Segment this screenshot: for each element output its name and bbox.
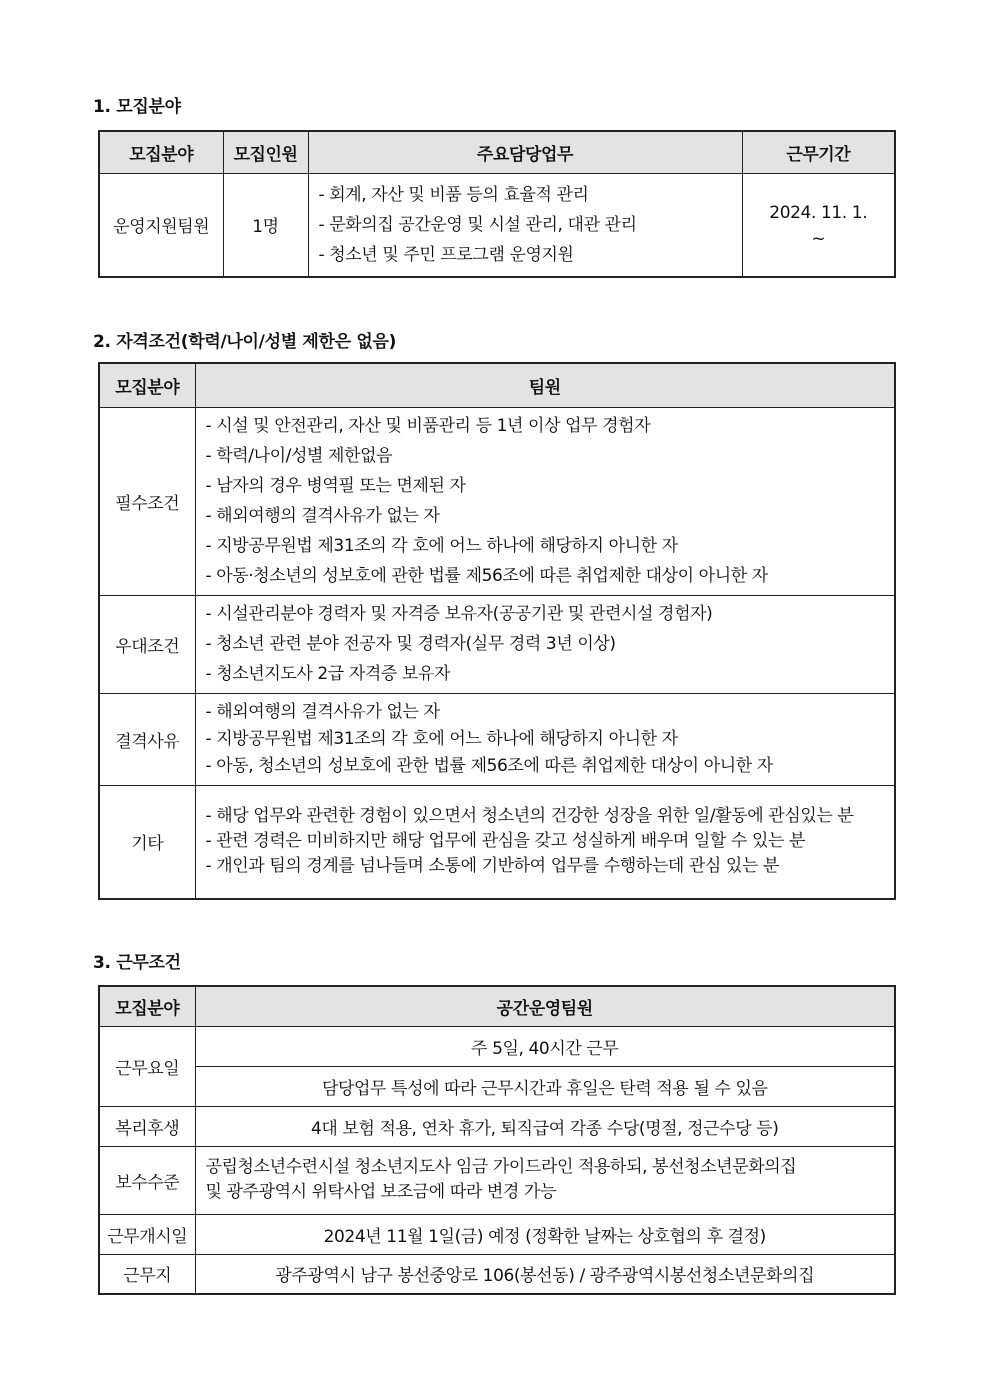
list-item: - 해외여행의 결격사유가 없는 자 — [206, 501, 889, 531]
list-item: - 학력/나이/성별 제한없음 — [206, 441, 889, 471]
salary-cell — [195, 1146, 895, 1214]
count-value: 1명 — [223, 173, 308, 277]
duty-item: - 회계, 자산 및 비품 등의 효율적 관리 — [319, 180, 736, 210]
salary-line: 및 광주광역시 위탁사업 보조금에 따라 변경 가능 — [205, 1182, 556, 1202]
salary-line: 공립청소년수련시설 청소년지도사 임금 가이드라인 적용하되, 봉선청소년문화의집 — [205, 1157, 797, 1177]
section1-title: 1. 모집분야 — [93, 97, 181, 117]
work-days-label: 근무요일 — [99, 1026, 195, 1106]
header-duties: 주요담당업무 — [308, 131, 742, 173]
start-date-value: 2024년 11월 1일(금) 예정 (정확한 날짜는 상호협의 후 결정) — [195, 1214, 895, 1254]
list-item: - 청소년지도사 2급 자격증 보유자 — [206, 659, 889, 689]
work-days-line1: 주 5일, 40시간 근무 — [195, 1026, 895, 1066]
list-item: - 개인과 팀의 경계를 넘나들며 소통에 기반하여 업무를 수행하는데 관심 있는 분 — [206, 854, 889, 879]
work-conditions-table — [98, 985, 896, 1295]
disqualification-cell — [195, 693, 895, 785]
list-item: - 남자의 경우 병역필 또는 면제된 자 — [206, 471, 889, 501]
list-item: - 청소년 관련 분야 전공자 및 경력자(실무 경력 3년 이상) — [206, 629, 889, 659]
period-separator: ~ — [811, 228, 826, 249]
required-label: 필수조건 — [99, 407, 195, 595]
preferred-cell — [195, 595, 895, 693]
location-label: 근무지 — [99, 1254, 195, 1294]
header-space-team: 공간운영팀원 — [195, 986, 895, 1026]
period-start: 2024. 11. 1. — [769, 202, 868, 223]
welfare-value: 4대 보험 적용, 연차 휴가, 퇴직급여 각종 수당(명절, 정근수당 등) — [195, 1106, 895, 1146]
section2-title: 2. 자격조건(학력/나이/성별 제한은 없음) — [93, 332, 397, 352]
header-field: 모집분야 — [99, 363, 195, 407]
welfare-label: 복리후생 — [99, 1106, 195, 1146]
section3-title: 3. 근무조건 — [93, 953, 181, 973]
duty-item: - 청소년 및 주민 프로그램 운영지원 — [319, 240, 736, 270]
header-count: 모집인원 — [223, 131, 308, 173]
work-days-line2: 담당업무 특성에 따라 근무시간과 휴일은 탄력 적용 될 수 있음 — [195, 1066, 895, 1106]
period-cell — [742, 173, 895, 277]
header-team-member: 팀원 — [195, 363, 895, 407]
header-field: 모집분야 — [99, 986, 195, 1026]
list-item: - 아동·청소년의 성보호에 관한 법률 제56조에 따른 취업제한 대상이 아니한 자 — [206, 561, 889, 591]
header-field: 모집분야 — [99, 131, 223, 173]
field-value: 운영지원팀원 — [99, 173, 223, 277]
duties-cell — [308, 173, 742, 277]
required-cell — [195, 407, 895, 595]
list-item: - 지방공무원법 제31조의 각 호에 어느 하나에 해당하지 아니한 자 — [206, 726, 889, 753]
disqualification-label: 결격사유 — [99, 693, 195, 785]
list-item: - 해외여행의 결격사유가 없는 자 — [206, 699, 889, 726]
other-cell — [195, 785, 895, 899]
location-value: 광주광역시 남구 봉선중앙로 106(봉선동) / 광주광역시봉선청소년문화의집 — [195, 1254, 895, 1294]
list-item: - 지방공무원법 제31조의 각 호에 어느 하나에 해당하지 아니한 자 — [206, 531, 889, 561]
salary-label: 보수수준 — [99, 1146, 195, 1214]
qualification-table — [98, 362, 896, 900]
list-item: - 시설관리분야 경력자 및 자격증 보유자(공공기관 및 관련시설 경험자) — [206, 599, 889, 629]
list-item: - 해당 업무와 관련한 경험이 있으면서 청소년의 건강한 성장을 위한 일/활동에 관심있는 분 — [206, 804, 889, 829]
list-item: - 아동, 청소년의 성보호에 관한 법률 제56조에 따른 취업제한 대상이 아니한 자 — [206, 753, 889, 780]
list-item: - 관련 경력은 미비하지만 해당 업무에 관심을 갖고 성실하게 배우며 일할 수 있는 분 — [206, 829, 889, 854]
recruit-field-table — [98, 130, 896, 278]
header-period: 근무기간 — [742, 131, 895, 173]
duty-item: - 문화의집 공간운영 및 시설 관리, 대관 관리 — [319, 210, 736, 240]
start-date-label: 근무개시일 — [99, 1214, 195, 1254]
preferred-label: 우대조건 — [99, 595, 195, 693]
other-label: 기타 — [99, 785, 195, 899]
list-item: - 시설 및 안전관리, 자산 및 비품관리 등 1년 이상 업무 경험자 — [206, 411, 889, 441]
